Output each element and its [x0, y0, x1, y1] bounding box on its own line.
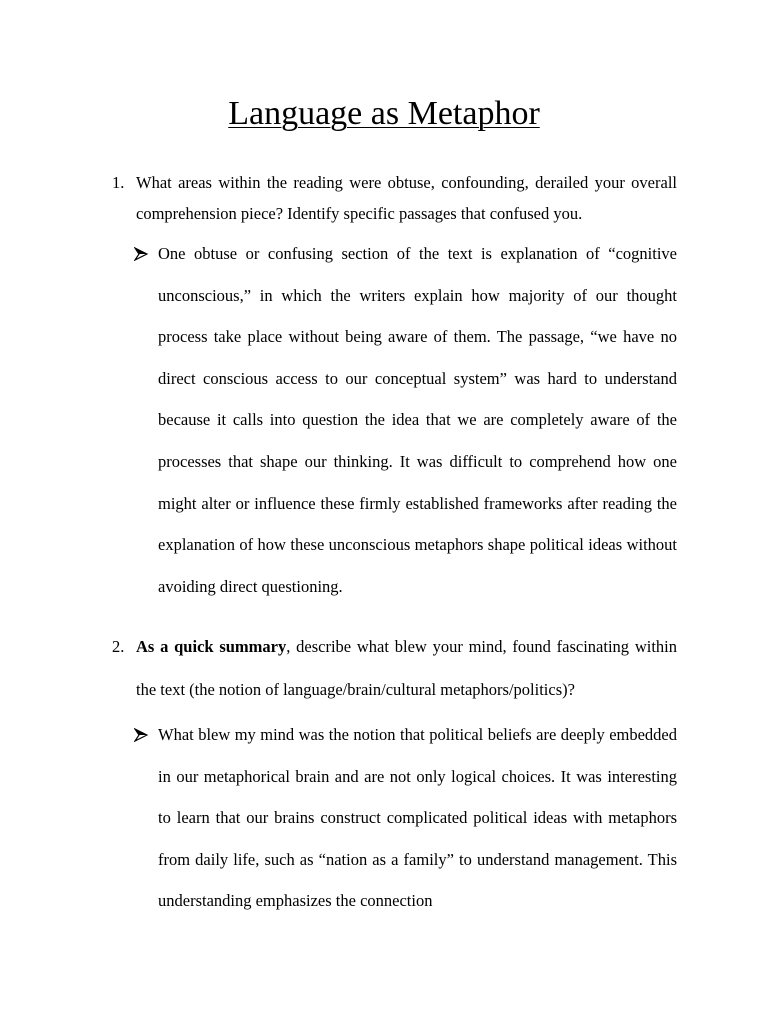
question-2-rest: , describe what blew your mind, found fascinating within the text (the notion of language/brain/cultural metaphors/politics)?: [136, 637, 677, 699]
question-2-number: 2.: [112, 637, 125, 656]
question-1-text: What areas within the reading were obtuse, confounding, derailed your overall comprehension piece? Identify specific passages that confused you.: [136, 173, 677, 223]
document-title: Language as Metaphor: [228, 95, 540, 132]
answer-2-text: What blew my mind was the notion that political beliefs are deeply embedded in our metaphorical brain and are not only logical choices. It was interesting to learn that our brains construct complicated political ideas with metaphors from daily life, such as “nation as a family” to understand management. This understanding emphasizes the connection: [158, 725, 677, 911]
arrowhead-bullet-icon: [134, 247, 148, 261]
question-2-text: [136, 625, 677, 711]
question-2-bold-lead: As a quick summary: [136, 637, 287, 656]
arrowhead-bullet-icon: [134, 728, 148, 742]
answer-1-text: One obtuse or confusing section of the text is explanation of “cognitive unconscious,” in which the writers explain how majority of our thought process take place without being aware of them. The passage, “we have no direct conscious access to our conceptual system” was hard to understand because it calls into question the idea that we are completely aware of the processes that shape our thinking. It was difficult to comprehend how one might alter or influence these firmly established frameworks after reading the explanation of how these unconscious metaphors shape political ideas without avoiding direct questioning.: [158, 244, 677, 596]
question-1-number: 1.: [112, 173, 125, 192]
